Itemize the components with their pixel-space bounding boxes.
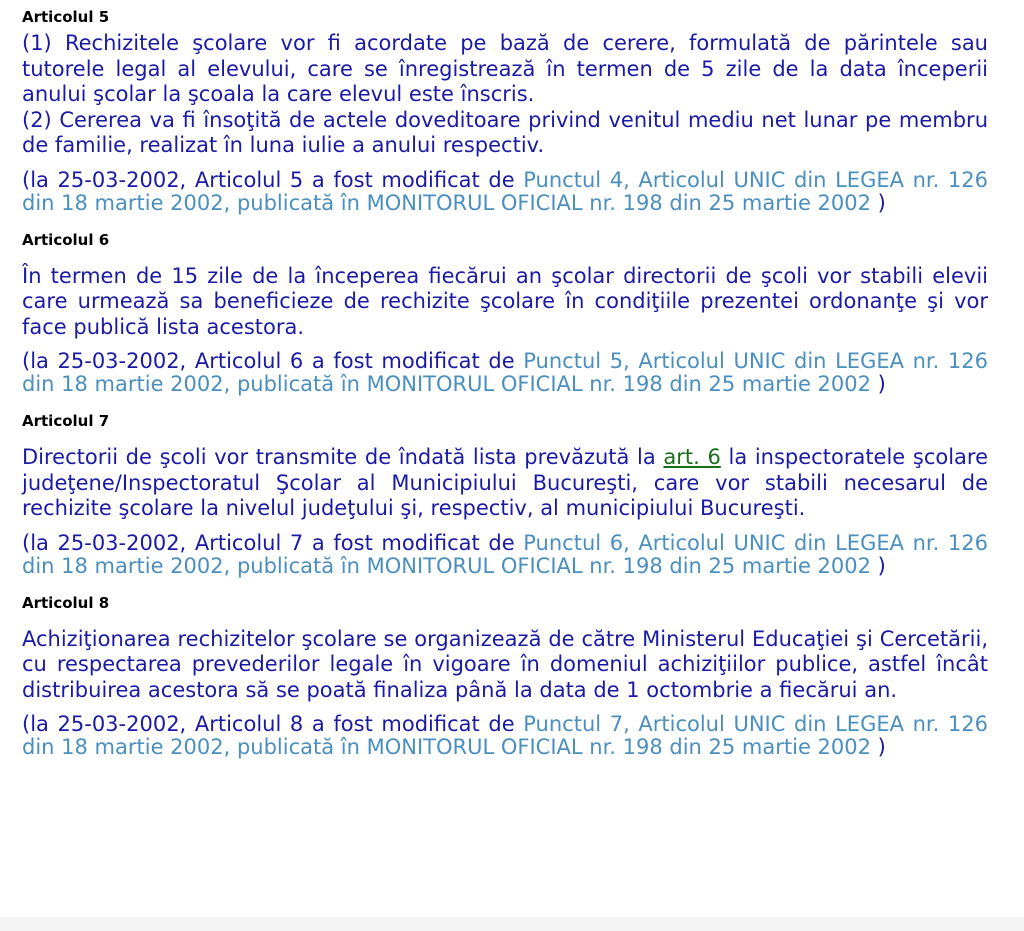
amendment-note bbox=[22, 532, 988, 578]
article-title: Articolul 7 bbox=[22, 412, 110, 430]
article-paragraph: Achiziţionarea rechizitelor şcolare se organizează de către Ministerul Educaţiei şi Cercetării, cu respectarea prevederilor legale în vigoare în domeniul achiziţiilor publice, astfel încât distribuirea acestora să se poată finaliza până la data de 1 octombrie a fiecărui an. bbox=[22, 626, 988, 702]
article-title: Articolul 5 bbox=[22, 8, 110, 26]
article-paragraph: În termen de 15 zile de la începerea fiecărui an şcolar directorii de şcoli vor stabili elevii care urmează sa beneficieze de rechizite şcolare în condiţiile prezentei ordonanţe şi vor face publică lista acestora. bbox=[22, 263, 988, 339]
article-title: Articolul 6 bbox=[22, 230, 110, 249]
article-title: Articolul 8 bbox=[22, 593, 110, 612]
amendment-reference-link[interactable]: Punctul 6, Articolul UNIC din LEGEA nr. 126 din 18 martie 2002, publicată în MONITORUL OFICIAL nr. 198 din 25 martie 2002 bbox=[22, 530, 988, 578]
amendment-note-prefix: (la 25-03-2002, Articolul 7 a fost modificat de bbox=[22, 530, 524, 555]
article-paragraph: (2) Cererea va fi însoţită de actele doveditoare privind venitul mediu net lunar pe membru de familie, realizat în luna iulie a anului respectiv. bbox=[22, 107, 988, 157]
paragraph-text: la inspectoratele şcolare judeţene/Inspectoratul Şcolar al Municipiului Bucureşti, care vor stabili necesarul de rechizite şcolare la nivelul judeţului şi, respectiv, al municipiului Bucureşti. bbox=[22, 445, 989, 520]
amendment-note-suffix: ) bbox=[871, 553, 886, 578]
article-paragraph bbox=[22, 445, 988, 522]
amendment-note bbox=[22, 169, 988, 215]
article-7 bbox=[22, 411, 988, 578]
article-5 bbox=[22, 0, 988, 215]
amendment-note-prefix: (la 25-03-2002, Articolul 5 a fost modificat de bbox=[22, 167, 524, 192]
amendment-note-suffix: ) bbox=[871, 190, 886, 215]
article-8 bbox=[22, 593, 988, 760]
paragraph-text: Directorii de şcoli vor transmite de îndată lista prevăzută la bbox=[22, 445, 664, 469]
amendment-note-suffix: ) bbox=[871, 735, 886, 759]
page-bottom-edge bbox=[0, 917, 1024, 931]
amendment-note-prefix: (la 25-03-2002, Articolul 8 a fost modificat de bbox=[22, 712, 524, 736]
amendment-note bbox=[22, 713, 988, 759]
amendment-reference-link[interactable]: Punctul 4, Articolul UNIC din LEGEA nr. 126 din 18 martie 2002, publicată în MONITORUL OFICIAL nr. 198 din 25 martie 2002 bbox=[22, 167, 988, 215]
amendment-note-prefix: (la 25-03-2002, Articolul 6 a fost modificat de bbox=[22, 349, 524, 373]
article-6-link[interactable]: art. 6 bbox=[663, 445, 721, 469]
amendment-note-suffix: ) bbox=[871, 372, 886, 396]
article-6 bbox=[22, 230, 988, 397]
amendment-note bbox=[22, 350, 988, 396]
article-paragraph: (1) Rechizitele şcolare vor fi acordate pe bază de cerere, formulată de părintele sau tutorele legal al elevului, care se înregistrează în termen de 5 zile de la data începerii anului şcolar la şcoala la care elevul este înscris. bbox=[22, 31, 988, 106]
amendment-reference-link[interactable]: Punctul 7, Articolul UNIC din LEGEA nr. 126 din 18 martie 2002, publicată în MONITORUL OFICIAL nr. 198 din 25 martie 2002 bbox=[22, 712, 988, 759]
law-document bbox=[22, 0, 988, 759]
amendment-reference-link[interactable]: Punctul 5, Articolul UNIC din LEGEA nr. 126 din 18 martie 2002, publicată în MONITORUL OFICIAL nr. 198 din 25 martie 2002 bbox=[22, 349, 988, 396]
